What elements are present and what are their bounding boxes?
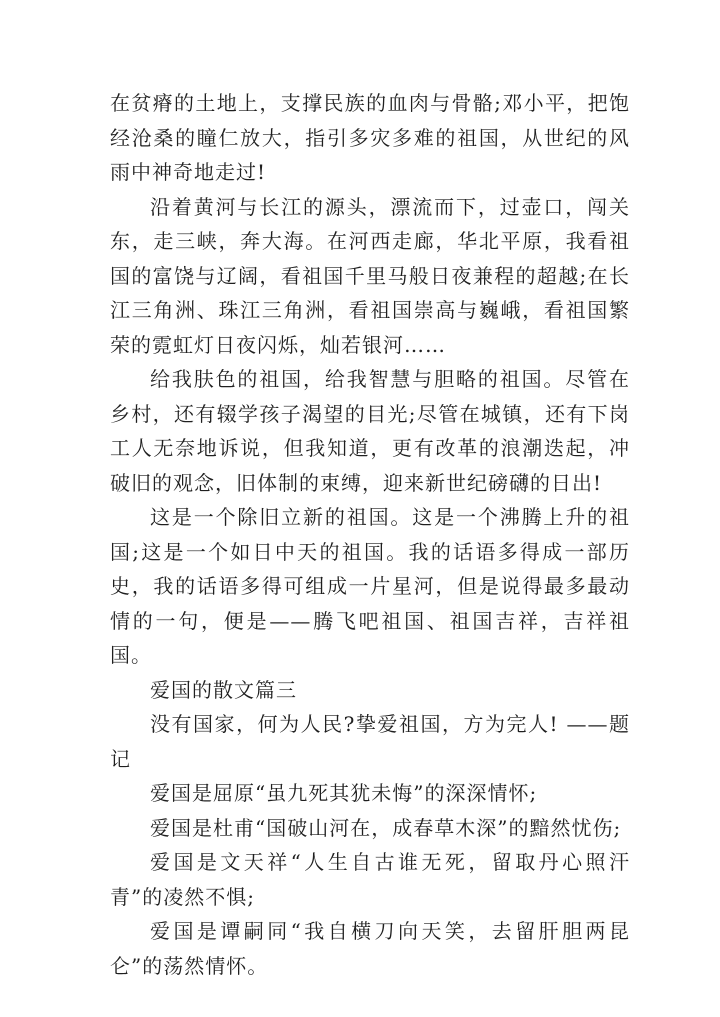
document-body (110, 86, 630, 983)
paragraph: 沿着黄河与长江的源头，漂流而下，过壶口，闯关东，走三峡，奔大海。在河西走廊，华北平原，我看祖国的富饶与辽阔，看祖国千里马般日夜兼程的超越;在长江三角洲、珠江三角洲，看祖国崇高与巍峨，看祖国繁荣的霓虹灯日夜闪烁，灿若银河…… (110, 194, 630, 357)
section-heading: 爱国的散文篇三 (150, 677, 297, 702)
paragraph: 给我肤色的祖国，给我智慧与胆略的祖国。尽管在乡村，还有辍学孩子渴望的目光;尽管在城镇，还有下岗工人无奈地诉说，但我知道，更有改革的浪潮迭起，冲破旧的观念，旧体制的束缚，迎来新世纪磅礴的日出! (110, 367, 630, 495)
paragraph: 爱国是文天祥“人生自古谁无死，留取丹心照汗青”的凌然不惧; (110, 850, 630, 909)
paragraph: 这是一个除旧立新的祖国。这是一个沸腾上升的祖国;这是一个如日中天的祖国。我的话语多得成一部历史，我的话语多得可组成一片星河，但是说得最多最动情的一句，便是——腾飞吧祖国、祖国吉祥，吉祥祖国。 (110, 505, 630, 667)
paragraph: 爱国是杜甫“国破山河在，成春草木深”的黯然忧伤; (150, 815, 622, 840)
paragraph: 在贫瘠的土地上，支撑民族的血肉与骨骼;邓小平，把饱经沧桑的瞳仁放大，指引多灾多难的祖国，从世纪的风雨中神奇地走过! (110, 91, 630, 184)
epigraph: 没有国家，何为人民?挚爱祖国，方为完人! ——题记 (110, 712, 630, 771)
paragraph: 爱国是屈原“虽九死其犹未悔”的深深情怀; (150, 781, 538, 805)
paragraph: 爱国是谭嗣同“我自横刀向天笑，去留肝胆两昆仑”的荡然情怀。 (110, 919, 630, 978)
